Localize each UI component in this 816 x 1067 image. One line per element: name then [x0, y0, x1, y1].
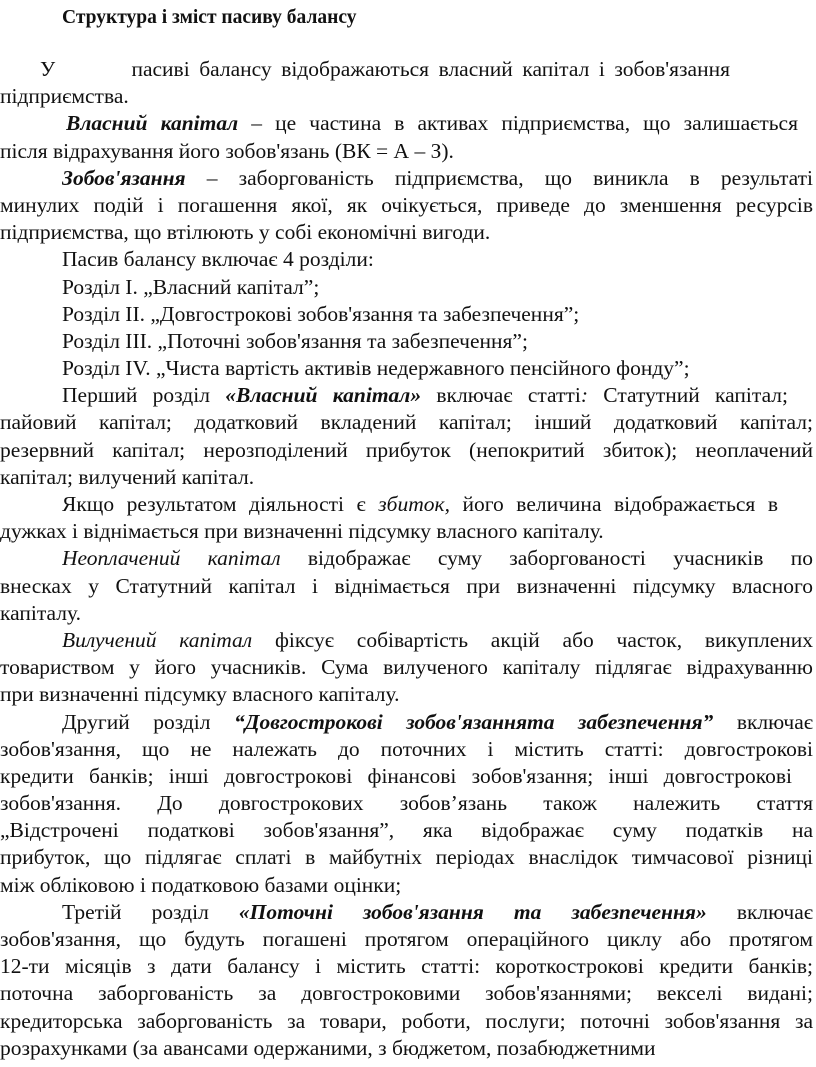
term-section-one: «Власний капітал»: [225, 383, 422, 408]
text-run: зобов'язання, що не належать до поточних і містить статті: довгострокові: [0, 736, 813, 761]
text-line: [0, 409, 813, 436]
text-run: прибуток, що підлягає сплаті в майбутніх періодах внаслідок тимчасової різниці: [0, 845, 813, 870]
text-line: [0, 980, 813, 1007]
text-run: кредиторська заборгованість за товари, роботи, послуги; поточні зобов'язання за: [0, 1008, 813, 1033]
text-run: Розділ ІІІ. „Поточні зобов'язання та забезпечення”;: [62, 328, 528, 353]
text-run: 12-ти місяців з дати балансу і містить статті: короткострокові кредити банків;: [0, 954, 813, 979]
text-line: [0, 464, 780, 491]
text-run: – заборгованість підприємства, що виникла в результаті: [185, 165, 813, 190]
text-line: [0, 1008, 813, 1035]
text-line: [0, 763, 792, 790]
text-run: Другий розділ: [62, 709, 235, 734]
text-run: :: [580, 383, 588, 408]
text-run: капіталу.: [0, 600, 81, 625]
text-run: Третій розділ: [62, 899, 239, 924]
text-run: його величина відображається в: [449, 492, 778, 517]
text-line: [0, 219, 780, 246]
text-run: розрахунками (за авансами одержаними, з бюджетом, позабюджетними: [0, 1035, 656, 1060]
text-line: [0, 192, 813, 219]
text-line: [0, 681, 780, 708]
text-line: [62, 545, 813, 572]
text-run: Статутний капітал;: [587, 383, 788, 408]
text-line: [62, 491, 778, 518]
text-line: [0, 600, 780, 627]
text-run: внесках у Статутний капітал і віднімається при визначенні підсумку власного: [0, 573, 813, 598]
text-line: [0, 1035, 780, 1062]
text-line: [0, 573, 813, 600]
text-run: резервний капітал; нерозподілений прибуток (непокритий збиток); неоплачений: [0, 437, 813, 462]
text-run: „Відстрочені податкові зобов'язання”, яка відображає суму податків на: [0, 818, 813, 843]
text-line: [62, 899, 813, 926]
text-run: при визначенні підсумку власного капіталу.: [0, 682, 400, 707]
text-line: [0, 817, 813, 844]
text-run: зобов'язання. До довгострокових зобов’язань також належить стаття: [0, 791, 813, 816]
text-line: [62, 382, 788, 409]
text-line: [0, 83, 780, 110]
text-run: У пасиві балансу відображаються власний капітал і зобов'язання: [40, 57, 730, 81]
text-run: – це частина в активах підприємства, що залишається: [238, 111, 798, 136]
text-run: відображає суму заборгованості учасників по: [280, 546, 813, 571]
text-run: включає: [713, 709, 813, 734]
text-run: кредити банків; інші довгострокові фінансові зобов'язання; інші довгострокові: [0, 763, 792, 788]
term-withdrawn-capital: Вилучений капітал: [62, 627, 253, 652]
text-line: [0, 926, 813, 953]
text-line: [62, 355, 802, 382]
text-line: [62, 328, 762, 355]
text-run: пайовий капітал; додатковий вкладений капітал; інший додатковий капітал;: [0, 410, 813, 435]
text-run: включає: [706, 899, 813, 924]
text-line: [62, 709, 813, 736]
text-line: [0, 844, 813, 871]
page-title: Структура і зміст пасиву балансу: [62, 7, 357, 28]
term-section-three: «Поточні зобов'язання та забезпечення»: [238, 899, 707, 924]
text-run: поточна заборгованість за довгостроковими зобов'язаннями; векселі видані;: [0, 981, 813, 1006]
text-run: підприємства, що втілюють у собі економічні вигоди.: [0, 220, 491, 245]
text-line: [0, 437, 813, 464]
text-run: дужках і віднімається при визначенні підсумку власного капіталу.: [0, 519, 604, 544]
text-line: [40, 56, 730, 83]
text-line: [0, 138, 780, 165]
text-line: [62, 274, 762, 301]
text-run: зобов'язання, що будуть погашені протягом операційного циклу або протягом: [0, 927, 813, 952]
text-run: Перший розділ: [62, 383, 226, 408]
text-line: [0, 953, 813, 980]
text-line: [62, 165, 813, 192]
term-section-two: “Довгострокові зобов'язаннята забезпечення”: [234, 709, 714, 734]
text-line: [66, 110, 798, 137]
text-run: включає статті: [421, 383, 581, 408]
text-run: Розділ ІІ. „Довгострокові зобов'язання та забезпечення”;: [62, 301, 580, 326]
text-run: Пасив балансу включає 4 розділи:: [62, 247, 374, 272]
text-run: капітал; вилучений капітал.: [0, 464, 255, 489]
text-run: підприємства.: [0, 84, 129, 109]
text-run: Якщо результатом діяльності є: [62, 492, 379, 517]
text-run: після відрахування його зобов'язань (ВК = А – З).: [0, 138, 454, 163]
text-run: Розділ І. „Власний капітал”;: [62, 274, 320, 299]
term-liabilities: Зобов'язання: [62, 165, 186, 190]
term-loss: збиток,: [378, 492, 450, 517]
text-run: минулих подій і погашення якої, як очікується, приведе до зменшення ресурсів: [0, 192, 813, 217]
text-run: фіксує собівартість акцій або часток, викуплених: [252, 627, 813, 652]
text-line: [0, 790, 813, 817]
text-line: [0, 736, 813, 763]
text-line: [62, 246, 762, 273]
term-unpaid-capital: Неоплачений капітал: [62, 546, 281, 571]
text-line: [0, 518, 780, 545]
term-equity: Власний капітал: [66, 111, 239, 136]
text-line: [62, 301, 762, 328]
text-line: [0, 872, 780, 899]
text-line: [62, 627, 813, 654]
text-run: між обліковою і податковою базами оцінки;: [0, 872, 402, 897]
text-run: товариством у його учасників. Сума вилученого капіталу підлягає відрахуванню: [0, 655, 813, 680]
text-line: [0, 654, 813, 681]
text-run: Розділ ІV. „Чиста вартість активів недержавного пенсійного фонду”;: [62, 356, 690, 381]
